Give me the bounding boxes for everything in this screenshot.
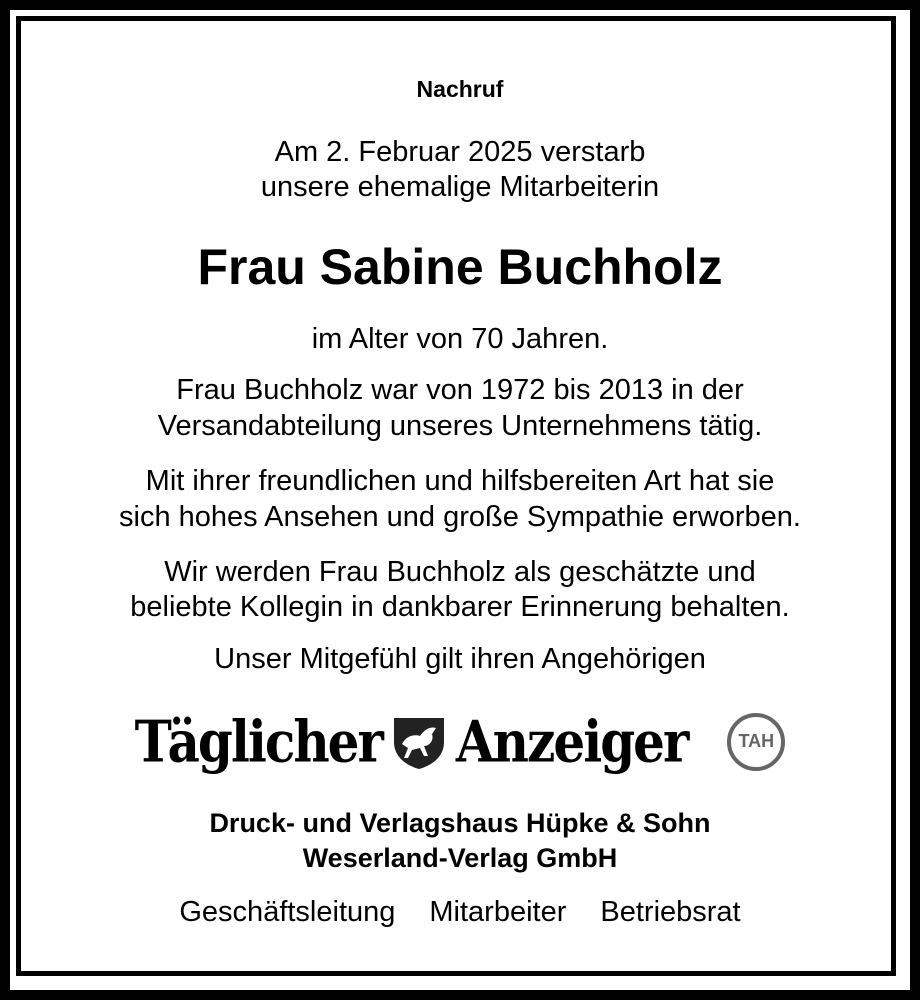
company-line: Weserland-Verlag GmbH <box>302 843 618 873</box>
signatory: Mitarbeiter <box>429 896 567 928</box>
intro-line: Am 2. Februar 2025 verstarb <box>274 136 646 168</box>
deceased-name: Frau Sabine Buchholz <box>197 239 723 295</box>
logo-word: Täglicher <box>134 707 382 776</box>
age-line: im Alter von 70 Jahren. <box>311 323 609 355</box>
tah-badge: TAH <box>727 713 785 771</box>
signatory: Geschäftsleitung <box>179 896 396 928</box>
horse-shield-icon <box>390 714 448 770</box>
heading: Nachruf <box>416 76 504 102</box>
paragraph-line: Frau Buchholz war von 1972 bis 2013 in der <box>176 374 744 406</box>
paragraph-line: Versandabteilung unseres Unternehmens tätig. <box>157 410 763 442</box>
newspaper-logo <box>0 707 920 776</box>
company-line: Druck- und Verlagshaus Hüpke & Sohn <box>209 808 711 838</box>
paragraph-line: Wir werden Frau Buchholz als geschätzte und <box>164 556 756 588</box>
signatory: Betriebsrat <box>600 896 741 928</box>
signatories <box>0 896 920 929</box>
paragraph-line: Mit ihrer freundlichen und hilfsbereiten Art hat sie <box>145 465 775 497</box>
paragraph-line: sich hohes Ansehen und große Sympathie erworben. <box>119 501 801 533</box>
logo-word: Anzeiger <box>455 707 688 776</box>
paragraph-line: beliebte Kollegin in dankbarer Erinnerung behalten. <box>130 591 790 623</box>
intro-line: unsere ehemalige Mitarbeiterin <box>260 171 660 203</box>
closing-line: Unser Mitgefühl gilt ihren Angehörigen <box>214 643 706 675</box>
